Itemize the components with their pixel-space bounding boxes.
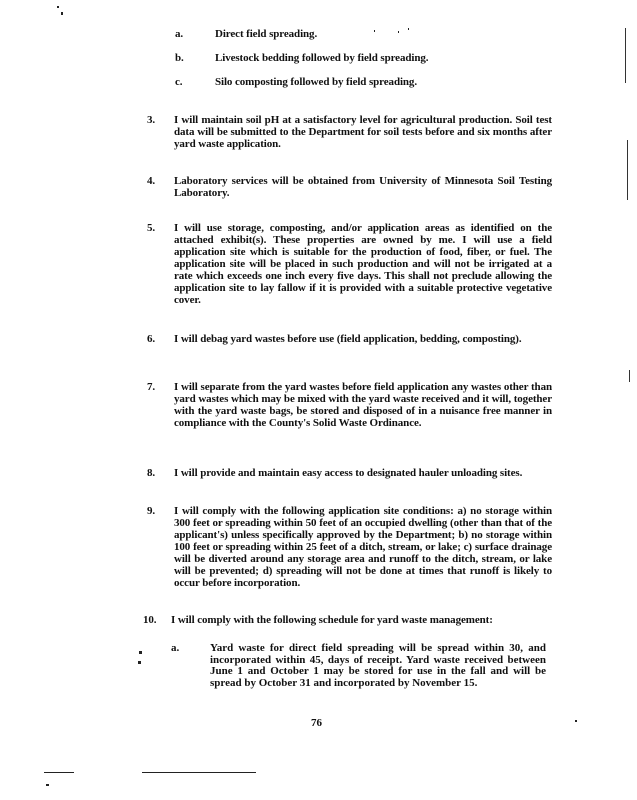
item-text: I will use storage, composting, and/or application areas as identified on the attached exhibit(s). These properties are owned by me. I will use a field application site which is suitable for the production of food, fiber, or fuel. The application site will be placed in such production and will not be irrigated at a rate which exceeds one inch every five days. This shall not preclude allowing the application site to lay fallow if it is provided with a suitable protective vegetative cover. — [174, 222, 552, 306]
scan-edge-line — [629, 370, 630, 382]
item-text: I will separate from the yard wastes before field application any wastes other than yard wastes which may be mixed with the yard waste received and it will, together with the yard waste bags, be stored and disposed of in a nuisance free manner in compliance with the County's Solid Waste Ordinance. — [174, 381, 552, 429]
list-label: c. — [175, 76, 183, 88]
scan-speck — [398, 31, 399, 33]
list-text: Direct field spreading. — [215, 28, 318, 40]
item-number: 6. — [147, 333, 156, 345]
page-number: 76 — [311, 717, 322, 729]
scan-speck — [44, 772, 74, 773]
item-number: 9. — [147, 505, 156, 517]
item-number: 5. — [147, 222, 156, 234]
item-number: 8. — [147, 467, 156, 479]
item-number: 10. — [143, 614, 157, 626]
item-text: I will debag yard wastes before use (field application, bedding, composting). — [174, 333, 522, 345]
item-text: I will maintain soil pH at a satisfactory level for agricultural production. Soil test data will be submitted to the Department for soil tests before and six months after yard waste application. — [174, 114, 552, 150]
scan-speck — [138, 661, 141, 664]
list-text: Silo composting followed by field spreading. — [215, 76, 417, 88]
scan-edge-line — [627, 140, 628, 200]
list-label: b. — [175, 52, 184, 64]
scan-speck — [46, 784, 49, 786]
scan-speck — [374, 30, 375, 32]
footnote-rule — [142, 772, 256, 773]
scan-speck — [57, 6, 59, 8]
item-text: I will comply with the following schedule for yard waste management: — [171, 614, 493, 626]
list-text: Yard waste for direct field spreading will be spread within 30, and incorporated within 45, days of receipt. Yard waste received between June 1 and October 1 may be stored for use in the fall and will be spread by October 31 and incorporated by November 15. — [210, 642, 546, 689]
item-text: Laboratory services will be obtained from University of Minnesota Soil Testing Laboratory. — [174, 175, 552, 199]
item-number: 4. — [147, 175, 156, 187]
scan-edge-line — [625, 28, 626, 83]
item-text: I will provide and maintain easy access to designated hauler unloading sites. — [174, 467, 523, 479]
list-label: a. — [171, 642, 180, 654]
scan-speck — [575, 720, 577, 722]
item-number: 7. — [147, 381, 156, 393]
list-label: a. — [175, 28, 184, 40]
item-text: I will comply with the following application site conditions: a) no storage within 300 feet or spreading within 50 feet of an occupied dwelling (other than that of the applicant's) unless specifically approved by the Department; b) no storage within 100 feet or spreading within 25 feet of a ditch, stream, or lake; c) surface drainage will be diverted around any storage area and runoff to the ditch, stream, or lake will be prevented; d) spreading will not be done at times that runoff is likely to occur before incorporation. — [174, 505, 552, 589]
item-number: 3. — [147, 114, 156, 126]
scan-speck — [408, 28, 409, 30]
list-text: Livestock bedding followed by field spreading. — [215, 52, 429, 64]
scan-speck — [139, 651, 142, 654]
scan-speck — [61, 12, 63, 15]
